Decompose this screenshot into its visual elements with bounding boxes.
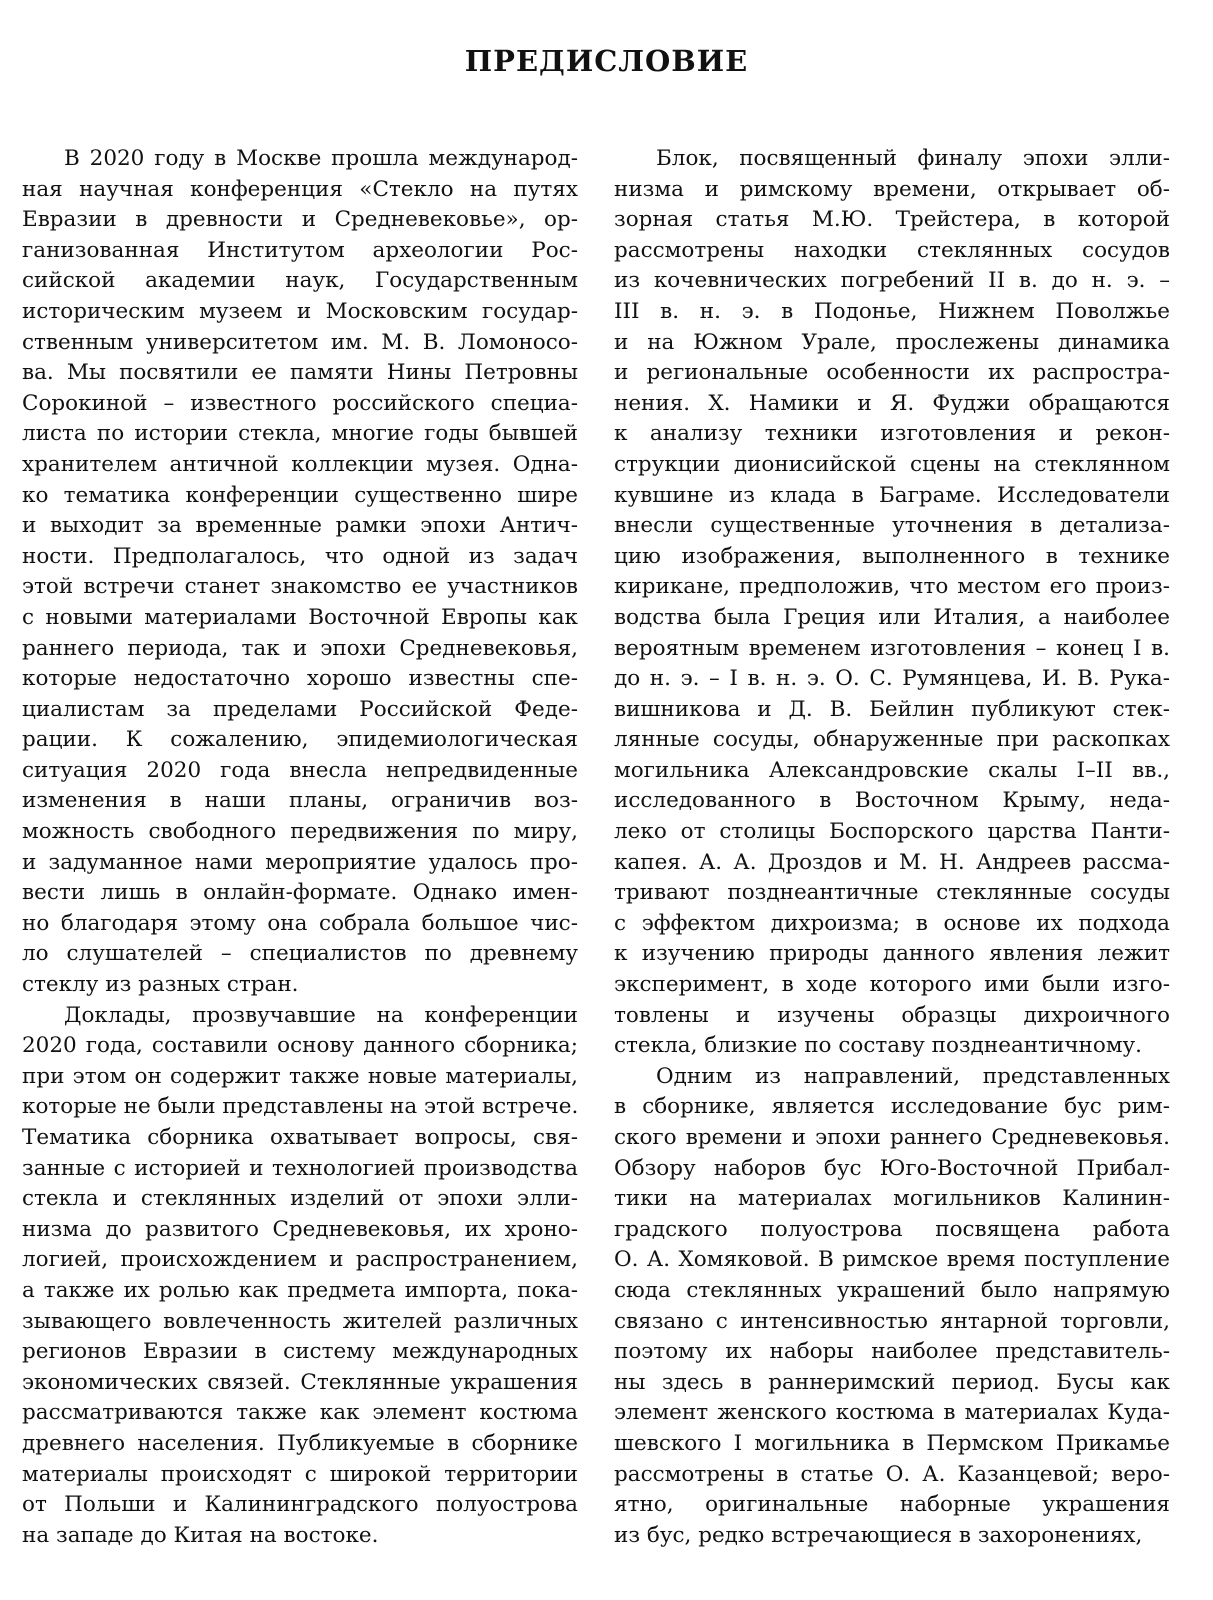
text-line: Одним из направлений, представленных [656, 1063, 1170, 1089]
text-line: с эффектом дихроизма; в основе их подхода [614, 910, 1170, 936]
text-line: В 2020 году в Москве прошла международ- [64, 146, 578, 171]
text-line: логией, происхождением и распространением, [22, 1247, 578, 1273]
text-line: могильника Александровские скалы I–II вв., [614, 757, 1170, 783]
text-line: ности. Предполагалось, что одной из задач [22, 543, 578, 569]
text-line: занные с историей и технологией производства [22, 1155, 578, 1181]
text-line: и региональные особенности их распростра- [614, 360, 1170, 386]
text-line: вишникова и Д. В. Бейлин публикуют стек- [614, 696, 1170, 722]
text-line: Обзору наборов бус Юго-Восточной Прибал- [614, 1155, 1170, 1181]
text-line: изменения в наши планы, ограничив воз- [22, 788, 578, 814]
text-line: стекла, близкие по составу позднеантичному. [614, 1033, 1143, 1059]
text-line: тривают позднеантичные стеклянные сосуды [614, 880, 1170, 906]
text-line: от Польши и Калининградского полуострова [22, 1492, 578, 1518]
text-line: вести лишь в онлайн-формате. Однако имен- [22, 880, 578, 906]
text-line: элемент женского костюма в материалах Куда- [614, 1400, 1170, 1426]
text-line: стеклу из разных стран. [22, 972, 299, 998]
text-line: ны здесь в раннеримский период. Бусы как [614, 1369, 1170, 1395]
text-line: а также их ролью как предмета импорта, пока- [22, 1277, 578, 1303]
text-line: историческим музеем и Московским государ- [22, 298, 578, 324]
text-line: Тематика сборника охватывает вопросы, свя- [22, 1125, 578, 1150]
text-line: циалистам за пределами Российской Феде- [22, 696, 578, 722]
text-line: но благодаря этому она собрала большое чис- [22, 910, 578, 936]
text-line: ло слушателей – специалистов по древнему [22, 941, 578, 967]
text-line: цию изображения, выполненного в технике [614, 543, 1170, 569]
text-line: связано с интенсивностью янтарной торговли, [614, 1308, 1170, 1334]
text-line: стекла и стеклянных изделий от эпохи элли- [22, 1186, 578, 1212]
text-line: 2020 года, составили основу данного сборника; [22, 1033, 578, 1059]
text-line: низма и римскому времени, открывает об- [614, 176, 1170, 202]
text-line: О. А. Хомяковой. В римское время поступление [614, 1247, 1170, 1273]
text-line: до н. э. – I в. н. э. О. С. Румянцева, И. В. Рука- [614, 666, 1170, 692]
text-line: экономических связей. Стеклянные украшения [22, 1369, 578, 1395]
text-line: древнего населения. Публикуемые в сборнике [22, 1430, 578, 1456]
text-line: и на Южном Урале, прослежены динамика [614, 329, 1170, 355]
text-line: рассмотрены находки стеклянных сосудов [614, 237, 1170, 263]
text-line: регионов Евразии в систему международных [22, 1339, 578, 1365]
page-title: ПРЕДИСЛОВИЕ [464, 44, 749, 78]
paragraph [614, 144, 1170, 1062]
text-line: внесли существенные уточнения в детализа- [614, 513, 1170, 539]
text-line: лянные сосуды, обнаруженные при раскопках [614, 727, 1170, 753]
text-line: шевского I могильника в Пермском Прикамье [614, 1430, 1170, 1456]
text-line: можность свободного передвижения по миру, [22, 819, 578, 845]
text-column-left [22, 144, 578, 1551]
paragraph [22, 144, 578, 1001]
paragraph [22, 1001, 578, 1552]
text-line: струкции дионисийской сцены на стеклянном [614, 451, 1170, 477]
text-line: которые не были представлены на этой встрече. [22, 1094, 578, 1120]
text-line: ная научная конференция «Стекло на путях [22, 176, 578, 202]
text-line: рации. К сожалению, эпидемиологическая [22, 727, 578, 753]
text-line: листа по истории стекла, многие годы бывшей [22, 421, 578, 447]
text-line: ганизованная Институтом археологии Рос- [22, 237, 578, 263]
text-line: на западе до Китая на востоке. [22, 1522, 379, 1548]
text-line: эксперимент, в ходе которого ими были изго- [614, 972, 1170, 998]
text-line: ятно, оригинальные наборные украшения [614, 1492, 1170, 1518]
text-line: исследованного в Восточном Крыму, неда- [614, 788, 1170, 814]
text-line: в сборнике, является исследование бус рим- [614, 1094, 1170, 1120]
text-line: водства была Греция или Италия, а наиболее [614, 604, 1170, 630]
text-line: из кочевнических погребений II в. до н. э. – [614, 268, 1170, 294]
text-line: сюда стеклянных украшений было напрямую [614, 1277, 1170, 1303]
text-line: вероятным временем изготовления – конец I в. [614, 635, 1170, 661]
text-line: из бус, редко встречающиеся в захоронениях, [614, 1522, 1143, 1548]
text-line: III в. н. э. в Подонье, Нижнем Поволжье [614, 298, 1170, 324]
text-line: и выходит за временные рамки эпохи Антич- [22, 513, 578, 539]
text-line: Сорокиной – известного российского специа- [22, 390, 578, 416]
text-line: хранителем античной коллекции музея. Одна- [22, 451, 578, 477]
text-line: этой встречи станет знакомство ее участников [22, 574, 578, 600]
text-line: зывающего вовлеченность жителей различных [22, 1308, 578, 1334]
text-line: ситуация 2020 года внесла непредвиденные [22, 757, 578, 783]
text-line: раннего периода, так и эпохи Средневековья, [22, 635, 578, 661]
text-line: рассмотрены в статье О. А. Казанцевой; веро- [614, 1461, 1170, 1487]
text-line: которые недостаточно хорошо известны спе- [22, 666, 578, 692]
text-line: Блок, посвященный финалу эпохи элли- [656, 146, 1170, 171]
text-line: Доклады, прозвучавшие на конференции [64, 1002, 578, 1028]
text-line: рассматриваются также как элемент костюма [22, 1400, 578, 1426]
text-line: ва. Мы посвятили ее памяти Нины Петровны [22, 360, 578, 386]
text-line: поэтому их наборы наиболее представитель- [614, 1339, 1170, 1365]
text-line: с новыми материалами Восточной Европы как [22, 604, 578, 630]
text-line: при этом он содержит также новые материалы, [22, 1063, 578, 1089]
text-line: низма до развитого Средневековья, их хроно- [22, 1216, 578, 1242]
text-line: тики на материалах могильников Калинин- [614, 1186, 1170, 1212]
text-line: к анализу техники изготовления и рекон- [614, 421, 1170, 447]
text-line: градского полуострова посвящена работа [614, 1216, 1170, 1242]
text-line: леко от столицы Боспорского царства Панти- [614, 819, 1170, 845]
text-line: нения. Х. Намики и Я. Фуджи обращаются [614, 390, 1170, 416]
text-line: ственным университетом им. М. В. Ломоносо- [22, 329, 578, 355]
text-line: Евразии в древности и Средневековье», ор- [22, 207, 578, 233]
text-line: капея. А. А. Дроздов и М. Н. Андреев рассма- [614, 849, 1170, 875]
text-line: кирикане, предположив, что местом его произ- [614, 574, 1170, 600]
paragraph [614, 1062, 1170, 1552]
text-line: ко тематика конференции существенно шире [22, 482, 578, 508]
text-line: товлены и изучены образцы дихроичного [614, 1002, 1170, 1028]
text-column-right [614, 144, 1170, 1551]
text-line: зорная статья М.Ю. Трейстера, в которой [614, 207, 1170, 233]
text-line: материалы происходят с широкой территории [22, 1461, 578, 1487]
text-line: ского времени и эпохи раннего Средневековья. [614, 1125, 1170, 1150]
text-line: к изучению природы данного явления лежит [614, 941, 1170, 967]
text-line: кувшине из клада в Баграме. Исследователи [614, 482, 1170, 508]
text-line: и задуманное нами мероприятие удалось про- [22, 849, 578, 875]
text-line: сийской академии наук, Государственным [22, 268, 578, 294]
